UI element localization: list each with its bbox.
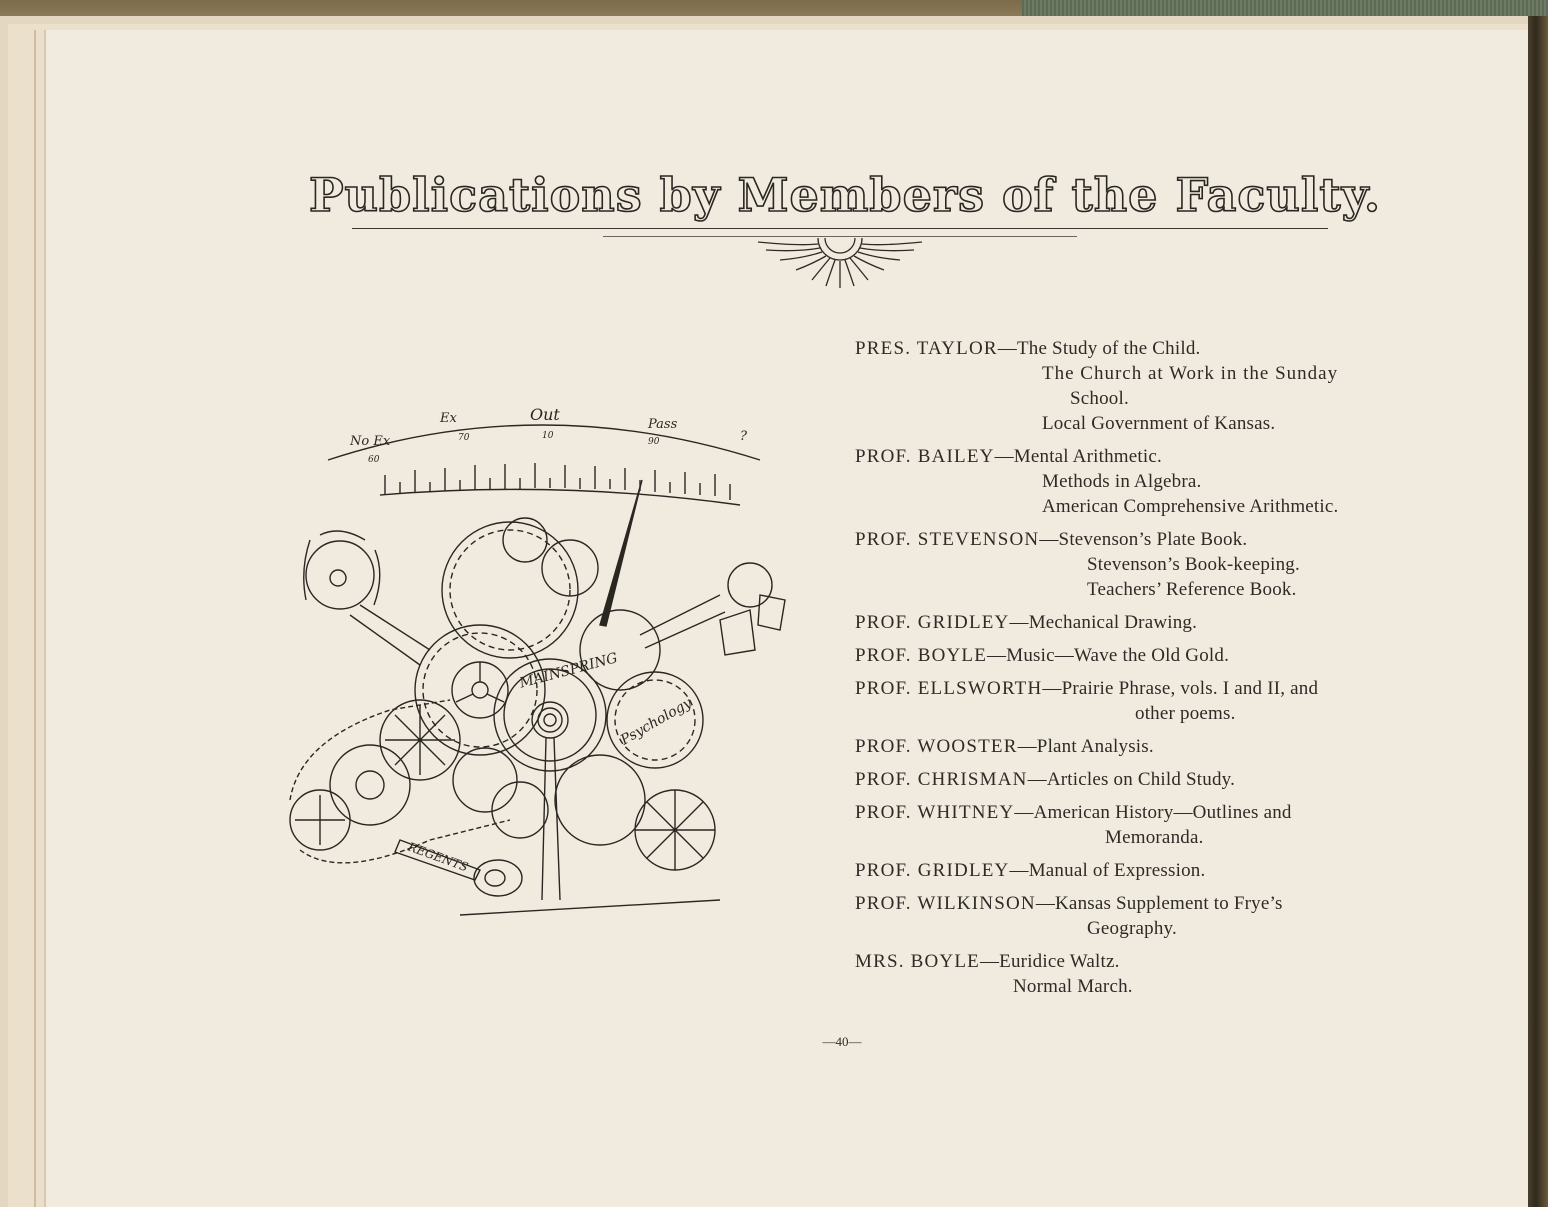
- work-title: Music—Wave the Old Gold.: [1006, 645, 1230, 666]
- publication-entry: PROF. WHITNEY—American History—Outlines and Memoranda.: [855, 800, 1415, 850]
- publication-entry: PROF. BOYLE—Music—Wave the Old Gold.: [855, 645, 1230, 666]
- work-title-continued: School.: [1070, 388, 1129, 409]
- work-title: American History—Outlines and: [1033, 802, 1292, 823]
- page-title: Publications by Members of the Faculty.: [308, 168, 1382, 222]
- work-title: American Comprehensive Arithmetic.: [1042, 496, 1339, 517]
- work-title-continued: Memoranda.: [1105, 827, 1204, 848]
- scale-arc-lower: [380, 489, 740, 505]
- sunburst-ornament-icon: [758, 236, 922, 288]
- publication-entry: PROF. STEVENSON—Stevenson’s Plate Book. Stevenson’s Book-keeping. Teachers’ Reference Book.: [855, 527, 1415, 602]
- scale-number-60: 60: [368, 455, 380, 465]
- label-regents: REGENTS: [406, 839, 470, 875]
- author-name: PRES. TAYLOR: [855, 338, 998, 359]
- publication-entry: PRES. TAYLOR—The Study of the Child. The Church at Work in the Sunday School. Local Government of Kansas.: [855, 336, 1415, 436]
- page-number: —40—: [822, 1034, 862, 1049]
- author-name: PROF. WHITNEY: [855, 802, 1015, 823]
- scale-label-no-ex: No Ex: [350, 434, 391, 449]
- work-title: Stevenson’s Book-keeping.: [1087, 554, 1300, 575]
- work-title: Mechanical Drawing.: [1028, 612, 1198, 633]
- author-name: PROF. CHRISMAN: [855, 769, 1028, 790]
- chain-belt: [290, 700, 510, 863]
- work-title: Kansas Supplement to Frye’s: [1055, 893, 1283, 914]
- scale-pointer: [600, 480, 642, 626]
- author-name: PROF. STEVENSON: [855, 529, 1040, 550]
- publication-entry: PROF. CHRISMAN—Articles on Child Study.: [855, 769, 1236, 790]
- label-psychology: Psychology: [618, 695, 695, 749]
- clockwork-illustration: [280, 400, 800, 920]
- work-title-continued: Geography.: [1087, 918, 1177, 939]
- publication-entry: PROF. GRIDLEY—Mechanical Drawing.: [855, 612, 1198, 633]
- gear-civil-law: [503, 518, 547, 562]
- title-rule: [352, 228, 1328, 229]
- work-title: Normal March.: [1013, 976, 1133, 997]
- scale-label-out: Out: [530, 405, 560, 424]
- scale-ticks: [385, 463, 730, 500]
- gear-bookkeeping: [492, 782, 548, 838]
- work-title: Plant Analysis.: [1036, 736, 1154, 757]
- work-title: Mental Arithmetic.: [1013, 446, 1162, 467]
- author-name: PROF. BOYLE: [855, 645, 988, 666]
- work-title: The Church at Work in the Sunday: [1042, 363, 1339, 384]
- scale-label-question: ?: [740, 429, 747, 444]
- publication-entry: PROF. WOOSTER—Plant Analysis.: [855, 736, 1154, 757]
- publication-entry: PROF. BAILEY—Mental Arithmetic. Methods in Algebra. American Comprehensive Arithmetic.: [855, 444, 1415, 519]
- work-title: Manual of Expression.: [1028, 860, 1206, 881]
- author-name: PROF. WILKINSON: [855, 893, 1036, 914]
- author-name: PROF. ELLSWORTH: [855, 678, 1043, 699]
- publications-list: [855, 336, 1415, 1007]
- scale-label-ex: Ex: [440, 411, 457, 426]
- author-name: MRS. BOYLE: [855, 951, 980, 972]
- gear-wave-old-gold: [728, 563, 772, 607]
- gear-geography: [330, 745, 410, 825]
- author-name: PROF. BAILEY: [855, 446, 995, 467]
- scale-number-70: 70: [458, 433, 470, 443]
- author-name: PROF. WOOSTER: [855, 736, 1018, 757]
- work-title: Stevenson’s Plate Book.: [1058, 529, 1248, 550]
- scale-number-10: 10: [542, 431, 554, 441]
- label-mainspring: MAINSPRING: [517, 650, 620, 692]
- author-name: PROF. GRIDLEY: [855, 860, 1010, 881]
- work-title: Methods in Algebra.: [1042, 471, 1202, 492]
- scale-number-90: 90: [648, 437, 660, 447]
- work-title: Teachers’ Reference Book.: [1087, 579, 1297, 600]
- book-right-edge: [1528, 16, 1548, 1207]
- work-title: Local Government of Kansas.: [1042, 413, 1276, 434]
- publication-entry: PROF. GRIDLEY—Manual of Expression.: [855, 860, 1206, 881]
- publication-entry: PROF. WILKINSON—Kansas Supplement to Frye’s Geography.: [855, 891, 1415, 941]
- gear-stopped-poem: [580, 610, 660, 690]
- work-title: Articles on Child Study.: [1046, 769, 1236, 790]
- scale-label-pass: Pass: [648, 417, 678, 432]
- gear-monthly-journal: [306, 541, 374, 609]
- gear-penmanship: [453, 748, 517, 812]
- work-title-continued: other poems.: [1135, 703, 1236, 724]
- author-name: PROF. GRIDLEY: [855, 612, 1010, 633]
- publication-entry: PROF. ELLSWORTH—Prairie Phrase, vols. I and II, and other poems.: [855, 676, 1415, 726]
- gear-mechanical-drawing: [555, 755, 645, 845]
- work-title: Prairie Phrase, vols. I and II, and: [1061, 678, 1319, 699]
- work-title: Euridice Waltz.: [999, 951, 1120, 972]
- work-title: The Study of the Child.: [1016, 338, 1201, 359]
- publication-entry: MRS. BOYLE—Euridice Waltz. Normal March.: [855, 949, 1415, 999]
